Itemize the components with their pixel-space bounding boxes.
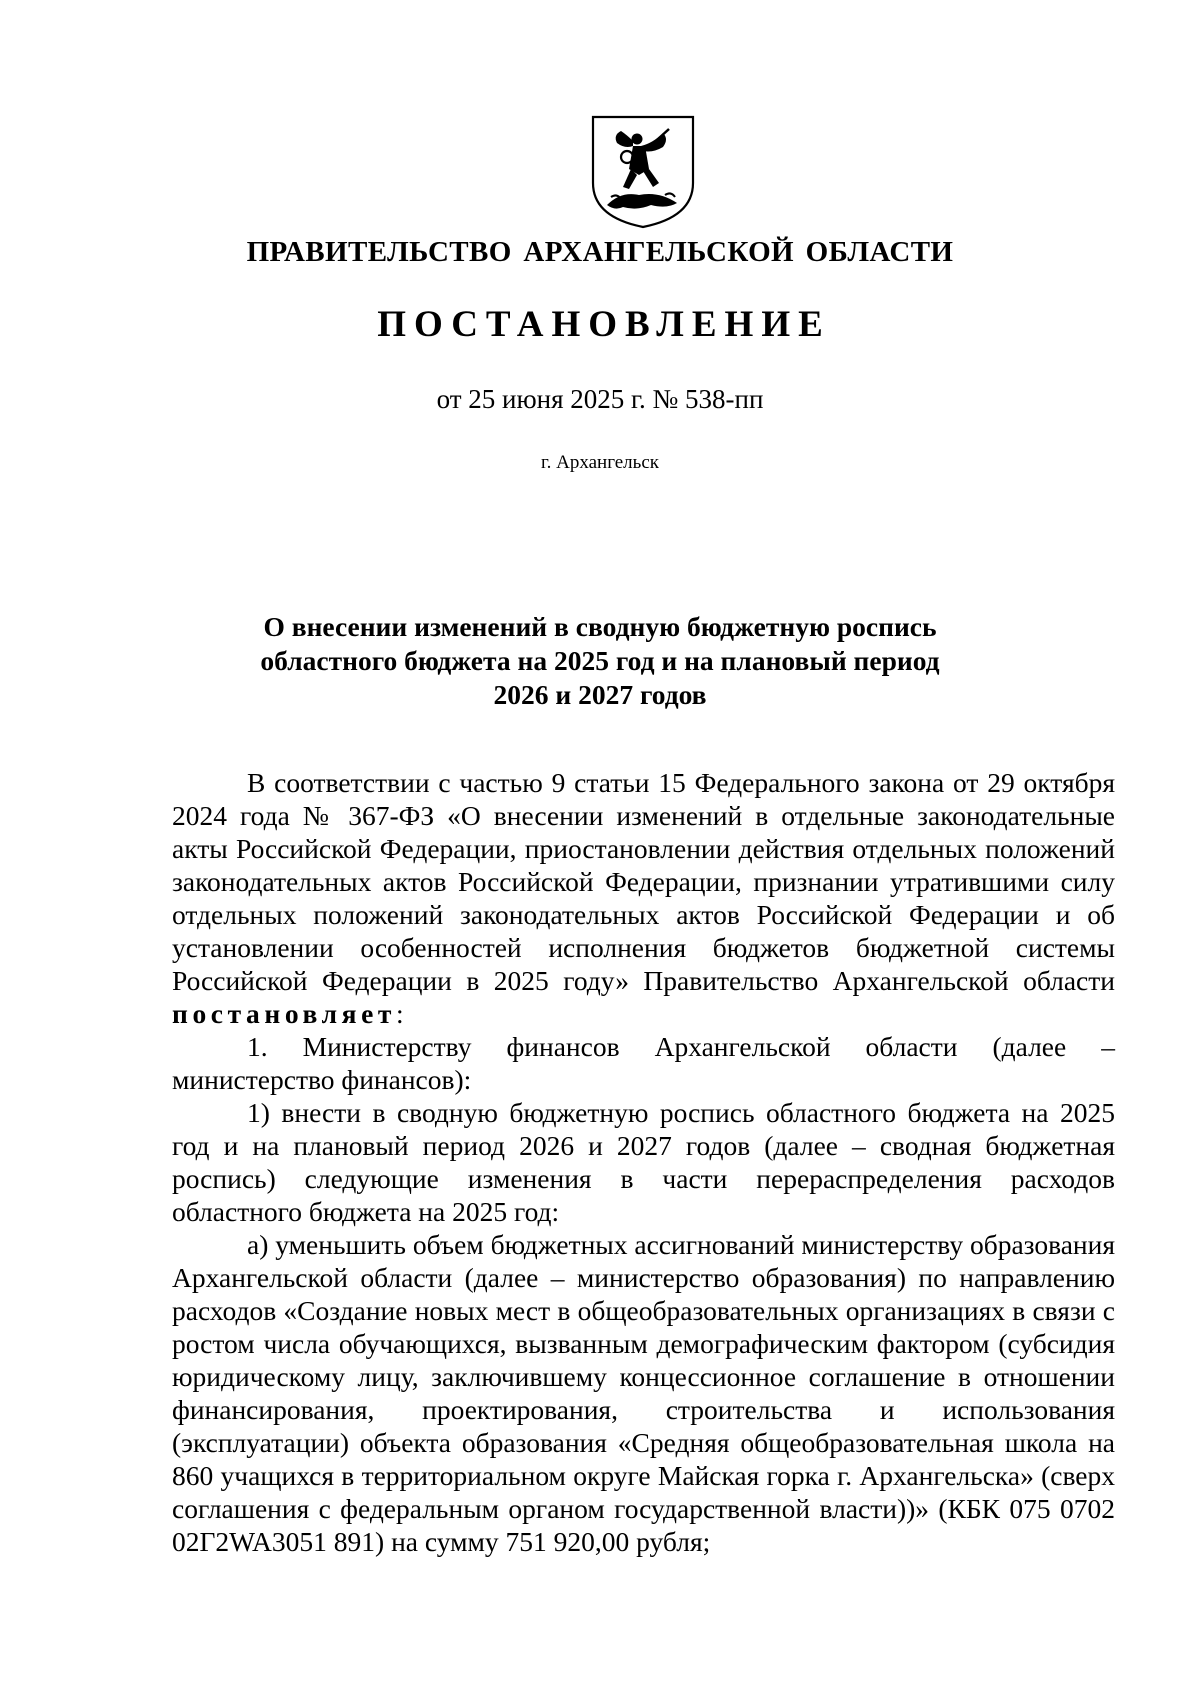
- date-and-number: от 25 июня 2025 г. № 538-пп: [436, 384, 764, 414]
- resolves-word: постановляет: [172, 998, 397, 1029]
- city-name: г. Архангельск: [540, 452, 659, 473]
- item-1-paragraph: 1. Министерству финансов Архангельской области (далее – министерство финансов):: [172, 1031, 1115, 1095]
- title-line: областного бюджета на 2025 год и на плановый период: [260, 645, 940, 676]
- title-line: О внесении изменений в сводную бюджетную роспись: [263, 611, 937, 642]
- document-body: [172, 766, 1115, 1558]
- coat-of-arms-emblem: [587, 113, 699, 231]
- resolves-colon: :: [396, 998, 404, 1029]
- preamble-text: В соответствии с частью 9 статьи 15 Федерального закона от 29 октября 2024 года № 367-ФЗ «О внесении изменений в отдельные законодательные акты Российской Федерации, приостановлении действия отдельных положений законодательных актов Российской Федерации, признании утратившими силу отдельных положений законодательных актов Российской Федерации и об установлении особенностей исполнения бюджетов бюджетной системы Российской Федерации в 2025 году» Правительство Архангельской области: [172, 767, 1115, 996]
- preamble-paragraph: [172, 766, 1115, 1030]
- item-1-1-paragraph: 1) внести в сводную бюджетную роспись областного бюджета на 2025 год и на плановый период 2026 и 2027 годов (далее – сводная бюджетная роспись) следующие изменения в части перераспределения расходов областного бюджета на 2025 год:: [172, 1097, 1115, 1227]
- title-line: 2026 и 2027 годов: [493, 679, 707, 710]
- government-name: ПРАВИТЕЛЬСТВО АРХАНГЕЛЬСКОЙ ОБЛАСТИ: [246, 236, 954, 268]
- document-title: [200, 610, 1000, 712]
- document-type-heading: ПОСТАНОВЛЕНИЕ: [377, 304, 831, 345]
- item-1-1-a-paragraph: а) уменьшить объем бюджетных ассигнований министерству образования Архангельской области (далее – министерство образования) по направлению расходов «Создание новых мест в общеобразовательных организациях в связи с ростом числа обучающихся, вызванным демографическим фактором (субсидия юридическому лицу, заключившему концессионное соглашение в отношении финансирования, проектирования, строительства и использования (эксплуатации) объекта образования «Средняя общеобразовательная школа на 860 учащихся в территориальном округе Майская горка г. Архангельска» (сверх соглашения с федеральным органом государственной власти))» (КБК 075 0702 02Г2WA3051 891) на сумму 751 920,00 рубля;: [172, 1229, 1116, 1557]
